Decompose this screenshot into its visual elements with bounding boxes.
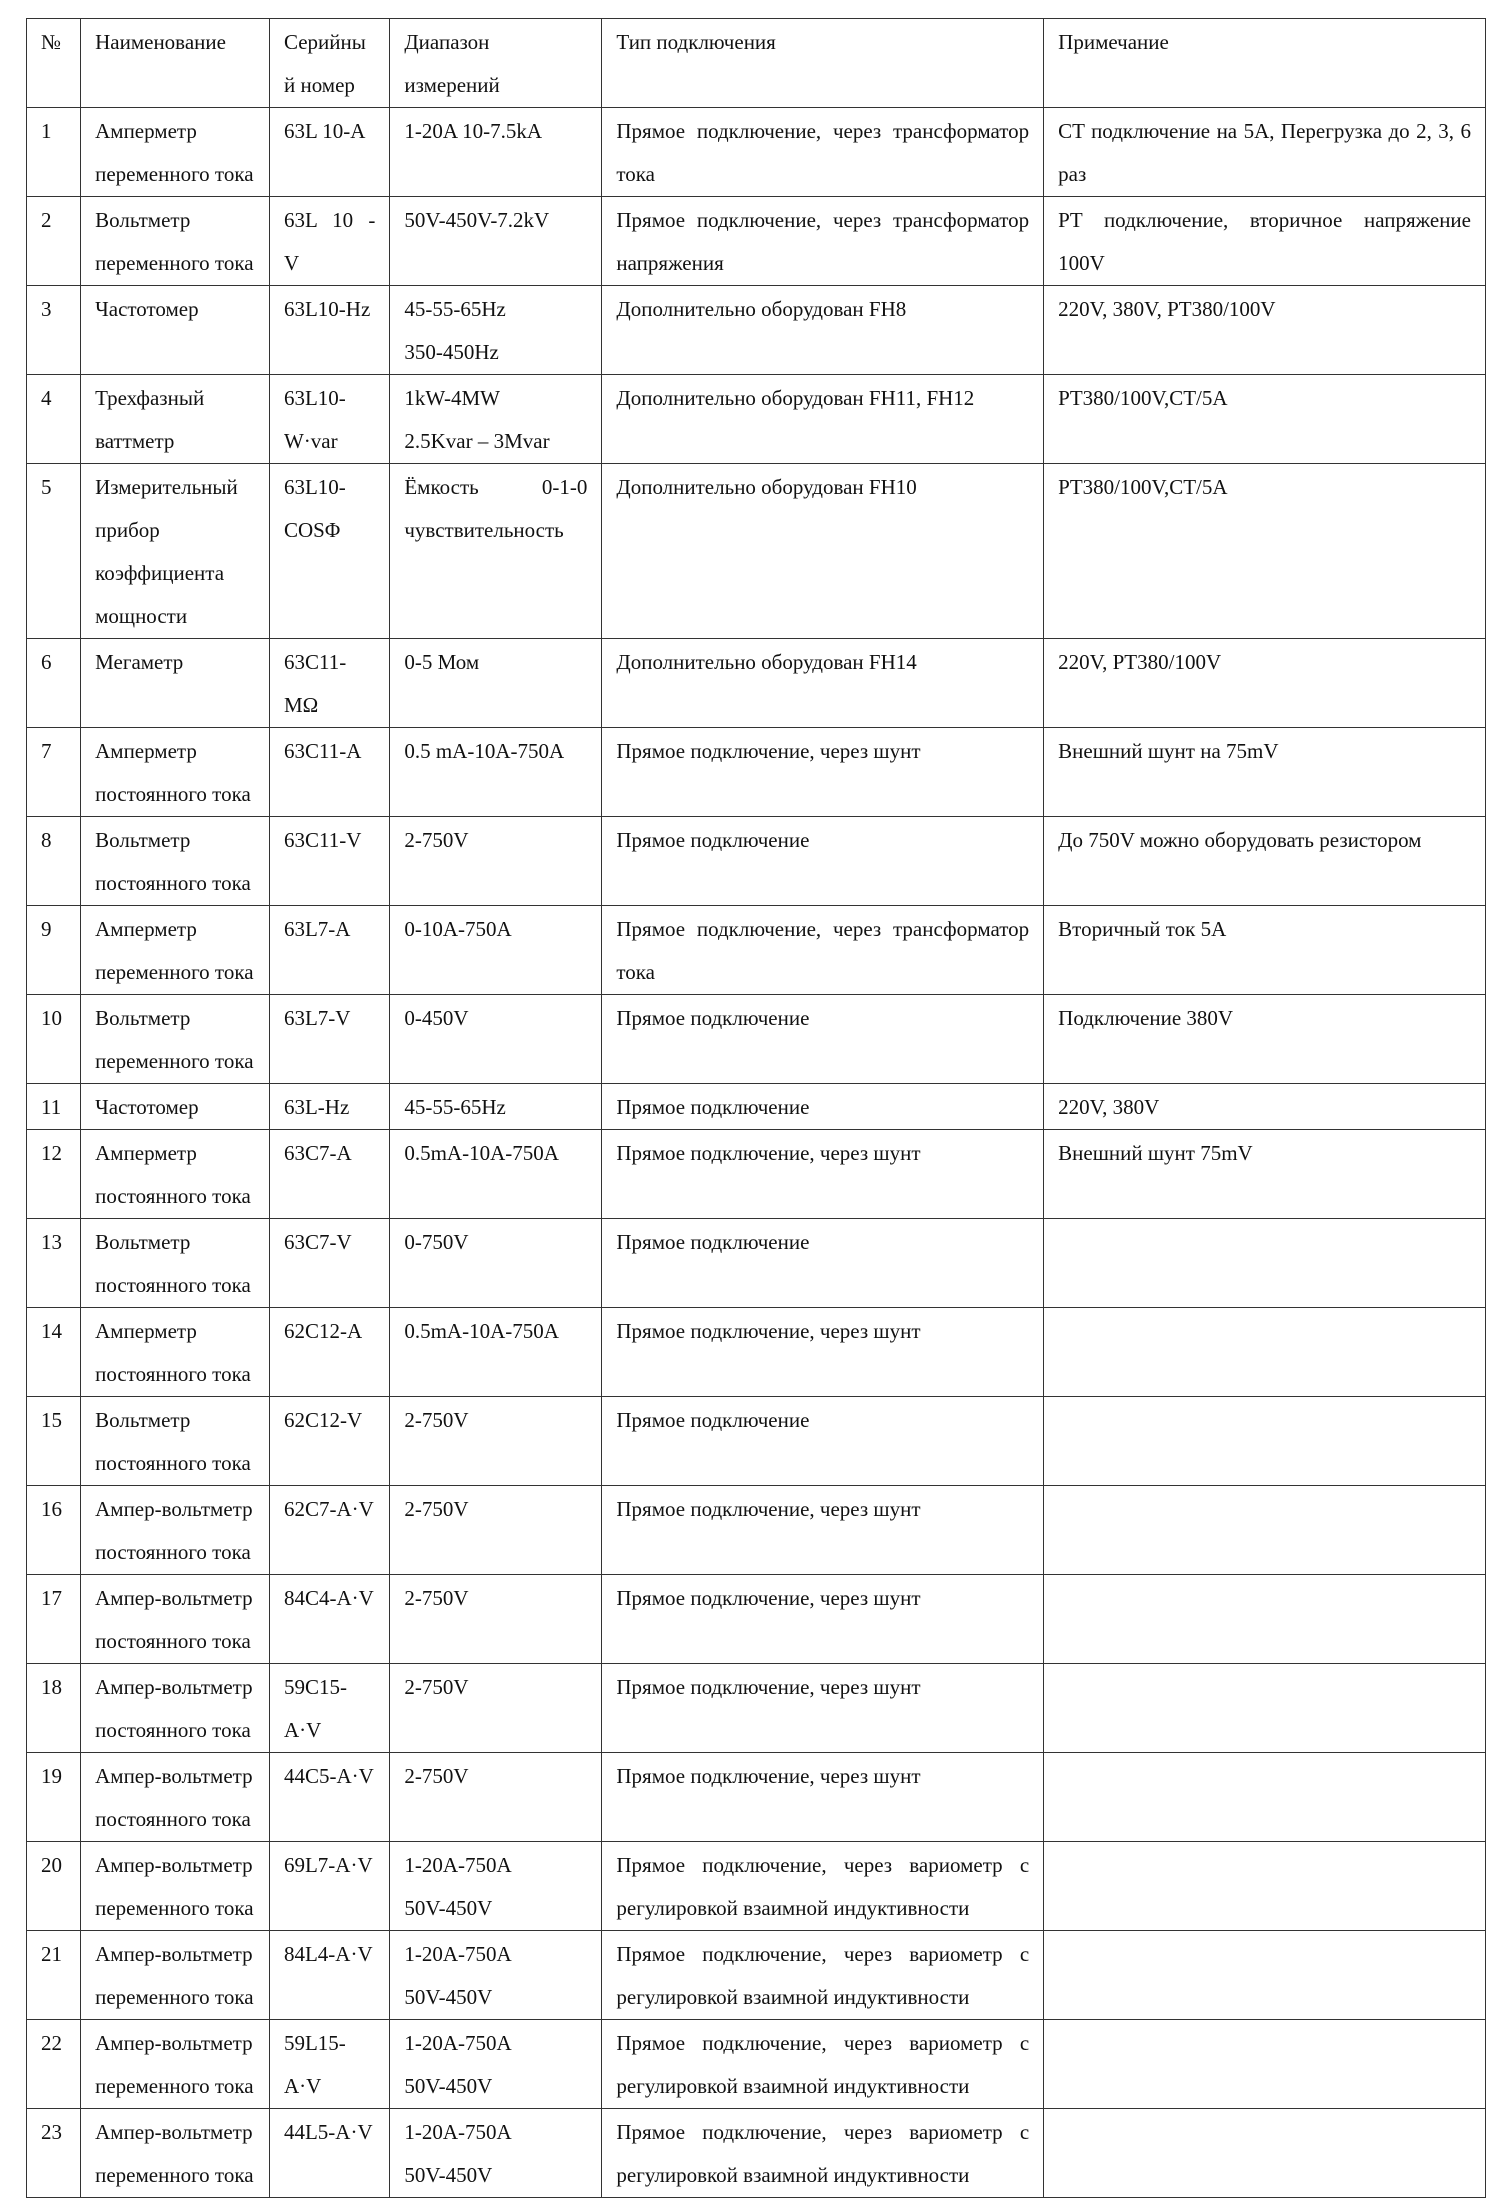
cell-num: 12: [27, 1130, 81, 1219]
cell-range: [390, 1664, 602, 1753]
cell-num: 7: [27, 728, 81, 817]
cell-note: [1044, 1397, 1486, 1486]
cell-num: 8: [27, 817, 81, 906]
cell-range: [390, 1084, 602, 1130]
cell-name: Мегаметр: [81, 639, 270, 728]
cell-name: Вольтметр переменного тока: [81, 197, 270, 286]
cell-serial: 63L10-COSΦ: [269, 464, 389, 639]
cell-serial: 84C4-A·V: [269, 1575, 389, 1664]
cell-num: 21: [27, 1931, 81, 2020]
cell-name: Трехфазный ваттметр: [81, 375, 270, 464]
header-num: №: [27, 19, 81, 108]
range-line: 50V-450V: [404, 1896, 493, 1920]
cell-name: Амперметр постоянного тока: [81, 1130, 270, 1219]
cell-note: Вторичный ток 5A: [1044, 906, 1486, 995]
range-line: 2-750V: [404, 828, 469, 852]
cell-note: [1044, 1308, 1486, 1397]
range-line: 45-55-65Hz: [404, 1095, 506, 1119]
range-line: 0-750V: [404, 1230, 469, 1254]
range-line: 0.5mA-10A-750A: [404, 1141, 559, 1165]
cell-note: [1044, 1753, 1486, 1842]
cell-name: Ампер-вольтметр переменного тока: [81, 2020, 270, 2109]
cell-name: Амперметр постоянного тока: [81, 1308, 270, 1397]
cell-note: [1044, 1219, 1486, 1308]
cell-note: [1044, 2109, 1486, 2198]
range-line: 0-10A-750A: [404, 917, 512, 941]
cell-num: 3: [27, 286, 81, 375]
range-line: 2.5Kvar – 3Mvar: [404, 429, 550, 453]
cell-serial: 63C11-A: [269, 728, 389, 817]
cell-serial: 63L 10 - V: [269, 197, 389, 286]
cell-name: Амперметр переменного тока: [81, 108, 270, 197]
cell-note: [1044, 1664, 1486, 1753]
range-line: 0-450V: [404, 1006, 469, 1030]
table-row: [27, 639, 1486, 728]
cell-connection: Прямое подключение, через вариометр с регулировкой взаимной индуктивности: [602, 2020, 1044, 2109]
cell-range: [390, 1308, 602, 1397]
cell-range: [390, 1753, 602, 1842]
cell-connection: Дополнительно оборудован FH10: [602, 464, 1044, 639]
table-row: [27, 1397, 1486, 1486]
cell-connection: Прямое подключение, через вариометр с регулировкой взаимной индуктивности: [602, 2109, 1044, 2198]
cell-num: 13: [27, 1219, 81, 1308]
cell-range: [390, 1931, 602, 2020]
cell-note: Подключение 380V: [1044, 995, 1486, 1084]
cell-range: [390, 728, 602, 817]
range-line: 45-55-65Hz: [404, 297, 506, 321]
table-row: [27, 1575, 1486, 1664]
cell-num: 17: [27, 1575, 81, 1664]
cell-num: 6: [27, 639, 81, 728]
range-line: 1-20A-750A: [404, 2031, 512, 2055]
table-row: [27, 728, 1486, 817]
cell-name: Ампер-вольтметр постоянного тока: [81, 1486, 270, 1575]
cell-name: Ампер-вольтметр постоянного тока: [81, 1664, 270, 1753]
cell-connection: Прямое подключение: [602, 1397, 1044, 1486]
cell-name: Вольтметр постоянного тока: [81, 1219, 270, 1308]
cell-connection: Прямое подключение, через вариометр с регулировкой взаимной индуктивности: [602, 1842, 1044, 1931]
cell-connection: Прямое подключение, через трансформатор напряжения: [602, 197, 1044, 286]
cell-num: 14: [27, 1308, 81, 1397]
cell-serial: 44C5-A·V: [269, 1753, 389, 1842]
cell-name: Вольтметр постоянного тока: [81, 1397, 270, 1486]
range-line: 50V-450V: [404, 2074, 493, 2098]
table-row: [27, 995, 1486, 1084]
cell-num: 15: [27, 1397, 81, 1486]
cell-note: [1044, 1486, 1486, 1575]
cell-note: Внешний шунт на 75mV: [1044, 728, 1486, 817]
cell-note: [1044, 1842, 1486, 1931]
cell-name: Частотомер: [81, 286, 270, 375]
table-row: [27, 1931, 1486, 2020]
cell-range: [390, 2020, 602, 2109]
cell-name: Ампер-вольтметр переменного тока: [81, 1931, 270, 2020]
range-line: Ёмкость 0-1-0 чувствительность: [404, 475, 588, 542]
range-line: 2-750V: [404, 1675, 469, 1699]
table-header-row: [27, 19, 1486, 108]
cell-num: 19: [27, 1753, 81, 1842]
table-row: [27, 286, 1486, 375]
table-row: [27, 1130, 1486, 1219]
table-row: [27, 2020, 1486, 2109]
cell-connection: Дополнительно оборудован FH8: [602, 286, 1044, 375]
cell-num: 22: [27, 2020, 81, 2109]
cell-serial: 63C11-V: [269, 817, 389, 906]
cell-serial: 63L10-Hz: [269, 286, 389, 375]
cell-serial: 63L10-W·var: [269, 375, 389, 464]
range-line: 1-20A-750A: [404, 1942, 512, 1966]
range-line: 50V-450V: [404, 2163, 493, 2187]
cell-name: Амперметр постоянного тока: [81, 728, 270, 817]
table-row: [27, 817, 1486, 906]
table-row: [27, 375, 1486, 464]
header-name: Наименование: [81, 19, 270, 108]
cell-range: [390, 1575, 602, 1664]
cell-name: Вольтметр постоянного тока: [81, 817, 270, 906]
cell-range: [390, 906, 602, 995]
cell-note: PT подключение, вторичное напряжение 100V: [1044, 197, 1486, 286]
cell-range: [390, 817, 602, 906]
range-line: 0.5mA-10A-750A: [404, 1319, 559, 1343]
header-range: Диапазон измерений: [390, 19, 602, 108]
cell-connection: Дополнительно оборудован FH11, FH12: [602, 375, 1044, 464]
cell-name: Частотомер: [81, 1084, 270, 1130]
cell-range: [390, 375, 602, 464]
range-line: 2-750V: [404, 1586, 469, 1610]
table-row: [27, 108, 1486, 197]
cell-num: 5: [27, 464, 81, 639]
cell-num: 4: [27, 375, 81, 464]
cell-num: 23: [27, 2109, 81, 2198]
cell-range: [390, 639, 602, 728]
cell-num: 1: [27, 108, 81, 197]
header-connection: Тип подключения: [602, 19, 1044, 108]
cell-serial: 63L7-A: [269, 906, 389, 995]
range-line: 2-750V: [404, 1408, 469, 1432]
table-row: [27, 464, 1486, 639]
cell-range: [390, 1842, 602, 1931]
range-line: 50V-450V-7.2kV: [404, 208, 550, 232]
cell-range: [390, 286, 602, 375]
range-line: 1-20A-750A: [404, 2120, 512, 2144]
cell-connection: Прямое подключение, через трансформатор тока: [602, 108, 1044, 197]
range-line: 1-20A-750A: [404, 1853, 512, 1877]
cell-connection: Прямое подключение, через вариометр с регулировкой взаимной индуктивности: [602, 1931, 1044, 2020]
table-row: [27, 1308, 1486, 1397]
cell-note: PT380/100V,CT/5A: [1044, 375, 1486, 464]
cell-connection: Прямое подключение, через шунт: [602, 1664, 1044, 1753]
cell-note: Внешний шунт 75mV: [1044, 1130, 1486, 1219]
range-line: 50V-450V: [404, 1985, 493, 2009]
cell-connection: Прямое подключение, через шунт: [602, 1130, 1044, 1219]
cell-serial: 62C12-A: [269, 1308, 389, 1397]
cell-connection: Прямое подключение, через шунт: [602, 1753, 1044, 1842]
cell-serial: 84L4-A·V: [269, 1931, 389, 2020]
cell-serial: 63C7-V: [269, 1219, 389, 1308]
cell-serial: 59C15-A·V: [269, 1664, 389, 1753]
cell-serial: 63L7-V: [269, 995, 389, 1084]
document-page: [26, 18, 1486, 2198]
cell-connection: Прямое подключение, через шунт: [602, 1308, 1044, 1397]
table-row: [27, 906, 1486, 995]
cell-note: [1044, 1575, 1486, 1664]
cell-serial: 63C7-A: [269, 1130, 389, 1219]
header-serial: Серийный номер: [269, 19, 389, 108]
cell-connection: Прямое подключение, через шунт: [602, 728, 1044, 817]
cell-connection: Прямое подключение: [602, 1084, 1044, 1130]
table-row: [27, 2109, 1486, 2198]
cell-range: [390, 1130, 602, 1219]
header-note: Примечание: [1044, 19, 1486, 108]
cell-connection: Прямое подключение: [602, 817, 1044, 906]
cell-note: CT подключение на 5A, Перегрузка до 2, 3, 6 раз: [1044, 108, 1486, 197]
cell-range: [390, 1219, 602, 1308]
cell-name: Ампер-вольтметр переменного тока: [81, 2109, 270, 2198]
range-line: 1kW-4MW: [404, 386, 500, 410]
table-row: [27, 1486, 1486, 1575]
cell-connection: Прямое подключение, через трансформатор тока: [602, 906, 1044, 995]
cell-connection: Прямое подключение: [602, 1219, 1044, 1308]
cell-name: Ампер-вольтметр переменного тока: [81, 1842, 270, 1931]
cell-serial: 69L7-A·V: [269, 1842, 389, 1931]
cell-name: Амперметр переменного тока: [81, 906, 270, 995]
cell-serial: 44L5-A·V: [269, 2109, 389, 2198]
range-line: 0.5 mA-10A-750A: [404, 739, 565, 763]
cell-connection: Дополнительно оборудован FH14: [602, 639, 1044, 728]
table-row: [27, 1219, 1486, 1308]
cell-range: [390, 464, 602, 639]
table-row: [27, 1664, 1486, 1753]
cell-note: 220V, 380V, PT380/100V: [1044, 286, 1486, 375]
range-line: 1-20A 10-7.5kA: [404, 119, 543, 143]
table-row: [27, 1842, 1486, 1931]
range-line: 350-450Hz: [404, 340, 499, 364]
table-row: [27, 197, 1486, 286]
cell-range: [390, 1486, 602, 1575]
cell-serial: 59L15-A·V: [269, 2020, 389, 2109]
cell-range: [390, 1397, 602, 1486]
table-row: [27, 1084, 1486, 1130]
cell-num: 18: [27, 1664, 81, 1753]
cell-note: До 750V можно оборудовать резистором: [1044, 817, 1486, 906]
cell-connection: Прямое подключение, через шунт: [602, 1575, 1044, 1664]
cell-num: 20: [27, 1842, 81, 1931]
range-line: 2-750V: [404, 1764, 469, 1788]
instruments-table: [26, 18, 1486, 2198]
cell-serial: 62C7-A·V: [269, 1486, 389, 1575]
cell-note: 220V, 380V: [1044, 1084, 1486, 1130]
cell-name: Ампер-вольтметр постоянного тока: [81, 1575, 270, 1664]
cell-note: 220V, PT380/100V: [1044, 639, 1486, 728]
cell-range: [390, 108, 602, 197]
cell-serial: 63L 10-A: [269, 108, 389, 197]
cell-connection: Прямое подключение: [602, 995, 1044, 1084]
cell-range: [390, 197, 602, 286]
cell-num: 9: [27, 906, 81, 995]
cell-name: Ампер-вольтметр постоянного тока: [81, 1753, 270, 1842]
cell-num: 2: [27, 197, 81, 286]
cell-note: PT380/100V,CT/5A: [1044, 464, 1486, 639]
cell-num: 16: [27, 1486, 81, 1575]
cell-serial: 63C11-MΩ: [269, 639, 389, 728]
cell-num: 11: [27, 1084, 81, 1130]
cell-note: [1044, 2020, 1486, 2109]
cell-name: Измерительный прибор коэффициента мощности: [81, 464, 270, 639]
range-line: 2-750V: [404, 1497, 469, 1521]
range-line: 0-5 Мом: [404, 650, 480, 674]
cell-num: 10: [27, 995, 81, 1084]
cell-name: Вольтметр переменного тока: [81, 995, 270, 1084]
cell-serial: 63L-Hz: [269, 1084, 389, 1130]
cell-connection: Прямое подключение, через шунт: [602, 1486, 1044, 1575]
table-row: [27, 1753, 1486, 1842]
cell-serial: 62C12-V: [269, 1397, 389, 1486]
cell-range: [390, 2109, 602, 2198]
cell-range: [390, 995, 602, 1084]
cell-note: [1044, 1931, 1486, 2020]
